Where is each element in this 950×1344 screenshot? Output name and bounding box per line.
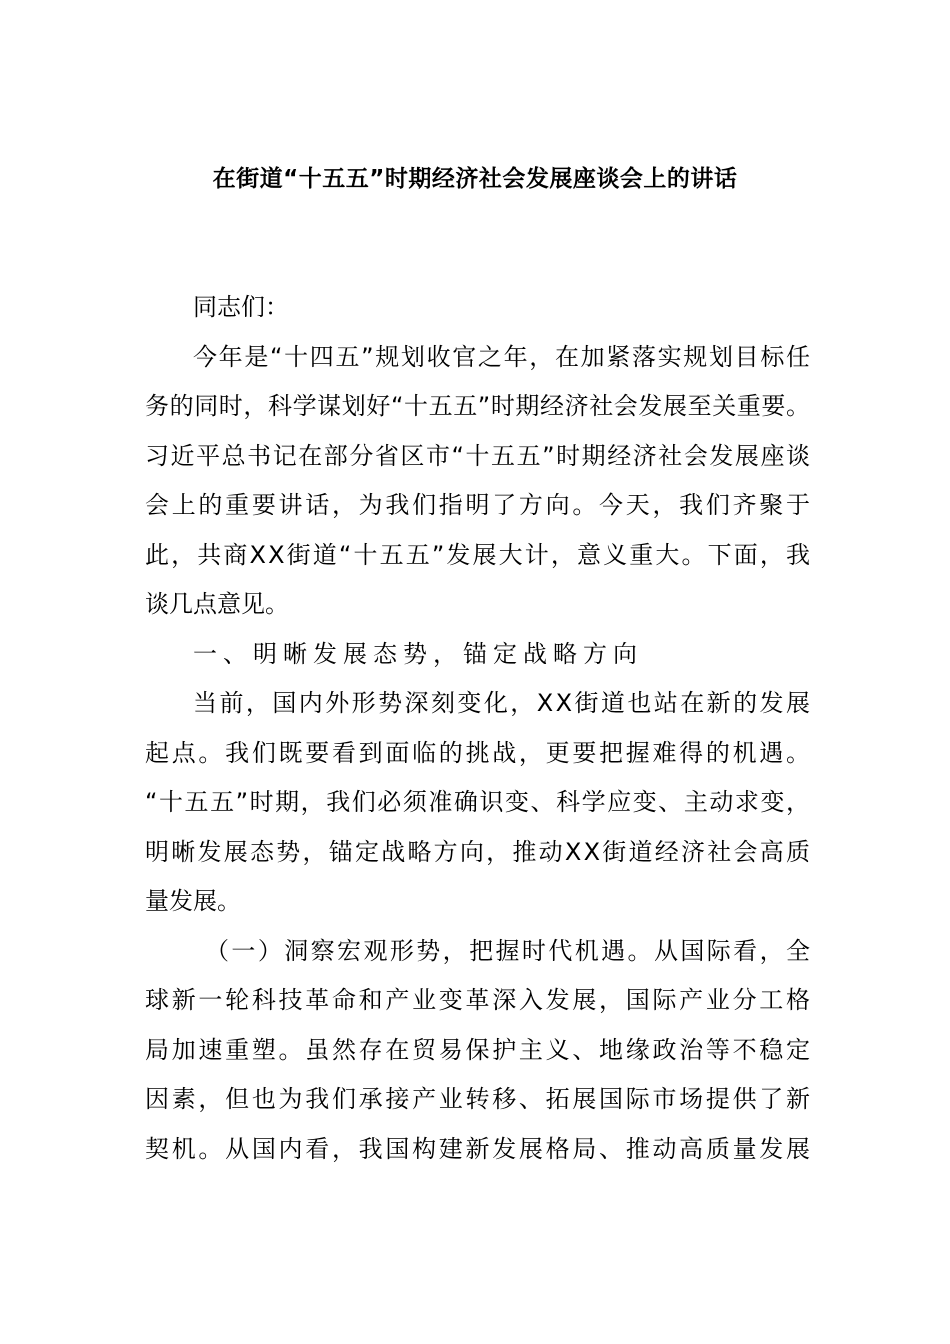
paragraph-line: 此，共商XX街道“十五五”发展大计，意义重大。下面，我 bbox=[145, 540, 813, 569]
paragraph-line: 务的同时，科学谋划好“十五五”时期经济社会发展至关重要。 bbox=[145, 392, 811, 420]
document-body bbox=[145, 283, 813, 1174]
paragraph-line: 谈几点意见。 bbox=[145, 590, 289, 618]
paragraph-line: 量发展。 bbox=[145, 887, 241, 915]
paragraph-line: 明晰发展态势，锚定战略方向，推动XX街道经济社会高质 bbox=[145, 837, 813, 866]
paragraph-line: 球新一轮科技革命和产业变革深入发展，国际产业分工格 bbox=[145, 986, 813, 1014]
document-title: 在街道“十五五”时期经济社会发展座谈会上的讲话 bbox=[212, 166, 738, 192]
paragraph-line: 因素，但也为我们承接产业转移、拓展国际市场提供了新 bbox=[145, 1085, 813, 1113]
paragraph-line: 会上的重要讲话，为我们指明了方向。今天，我们齐聚于 bbox=[145, 491, 813, 519]
paragraph-line: 起点。我们既要看到面临的挑战，更要把握难得的机遇。 bbox=[145, 738, 813, 767]
paragraph-line: 同志们： bbox=[193, 293, 289, 321]
paragraph-line: 今年是“十四五”规划收官之年，在加紧落实规划目标任 bbox=[193, 342, 812, 371]
paragraph-line: 习近平总书记在部分省区市“十五五”时期经济社会发展座谈 bbox=[145, 441, 812, 470]
paragraph-line: “十五五”时期，我们必须准确识变、科学应变、主动求变， bbox=[145, 788, 812, 816]
paragraph-line: 一、明晰发展态势，锚定战略方向 bbox=[193, 639, 643, 668]
paragraph-line: 契机。从国内看，我国构建新发展格局、推动高质量发展 bbox=[145, 1134, 813, 1163]
paragraph-line: （一）洞察宏观形势，把握时代机遇。从国际看，全 bbox=[205, 936, 813, 965]
paragraph-line: 局加速重塑。虽然存在贸易保护主义、地缘政治等不稳定 bbox=[145, 1035, 813, 1064]
paragraph-line: 当前，国内外形势深刻变化，XX街道也站在新的发展 bbox=[193, 689, 813, 717]
